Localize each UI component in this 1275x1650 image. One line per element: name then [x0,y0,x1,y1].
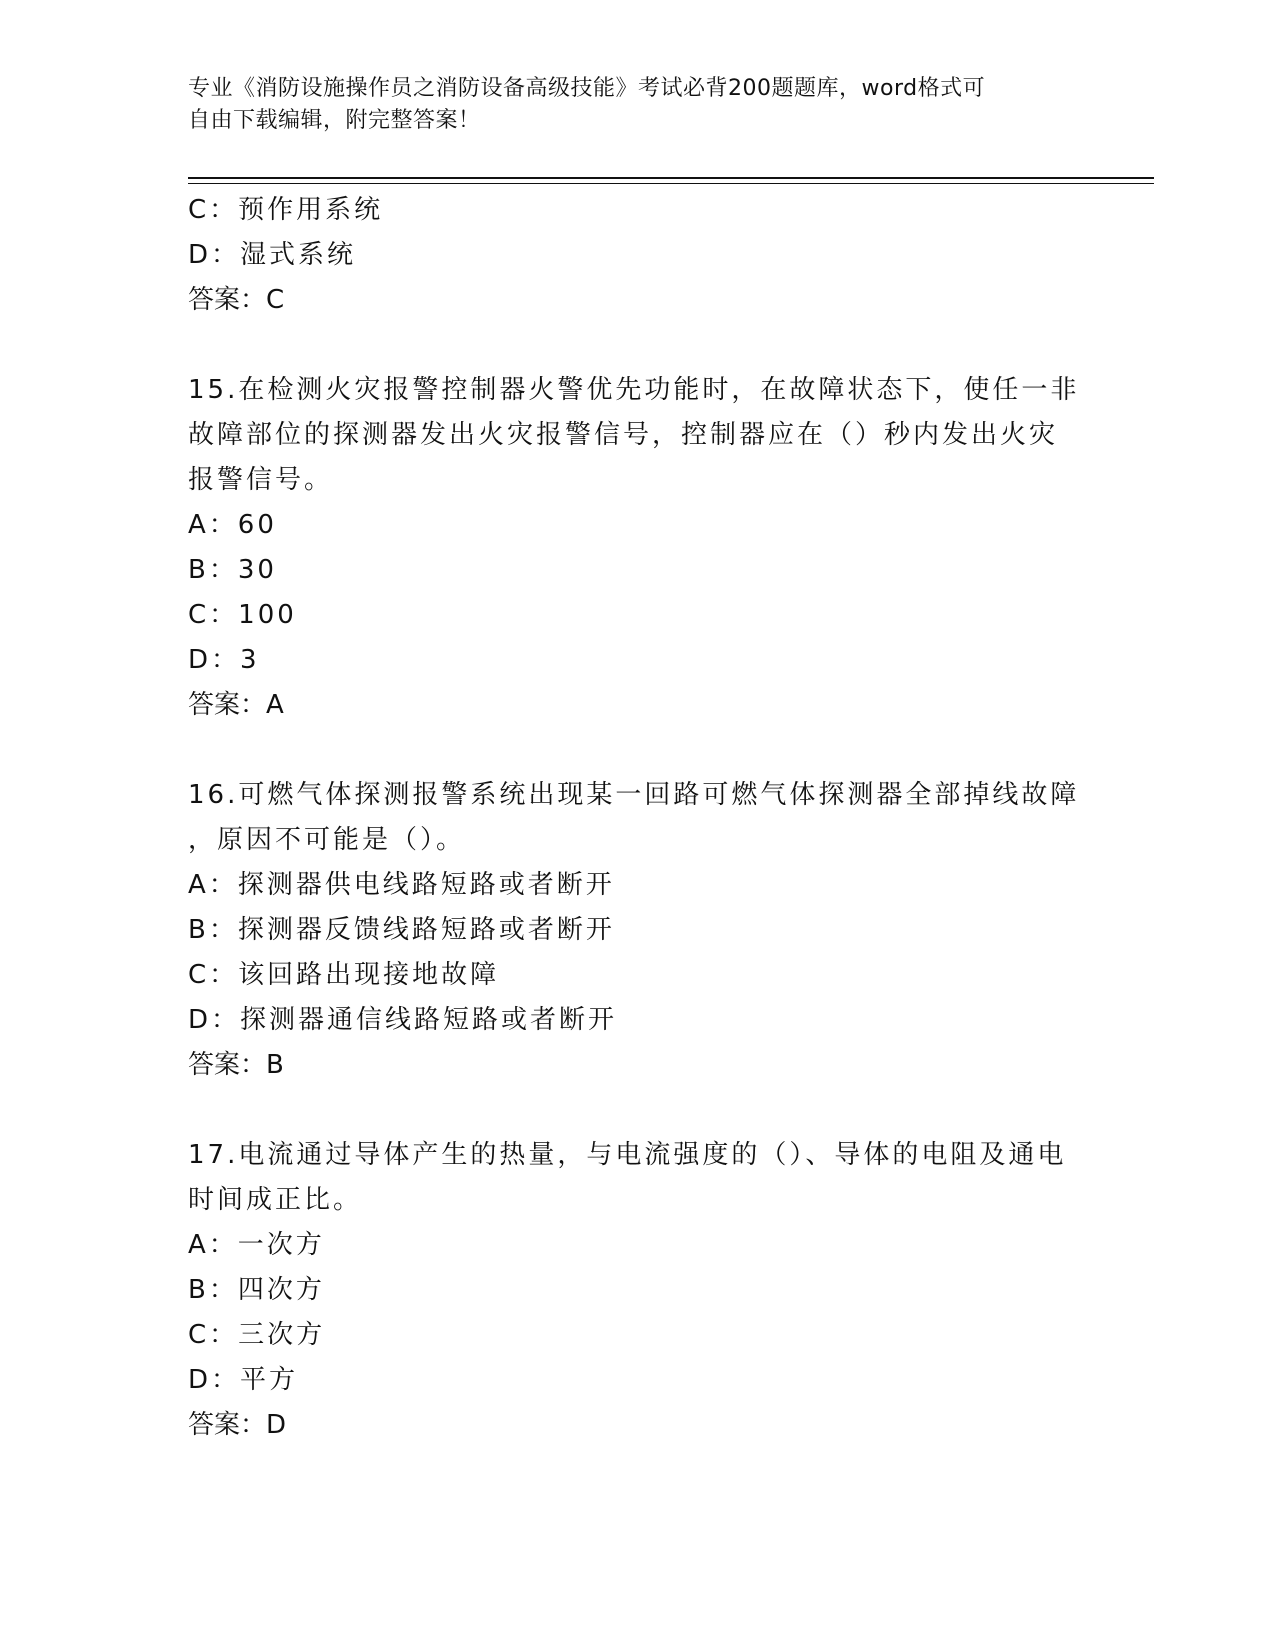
option-c: C：三次方 [188,1320,326,1350]
header-line-2: 自由下载编辑，附完整答案！ [188,108,481,133]
header-rule-thin [188,183,1154,184]
header-rule-thick [188,177,1154,179]
question-stem-line: 故障部位的探测器发出火灾报警信号，控制器应在（）秒内发出火灾 [188,420,1059,450]
question-15 [188,368,1088,728]
option-d: D：平方 [188,1365,299,1395]
question-stem-line: 17.电流通过导体产生的热量，与电流强度的（）、导体的电阻及通电 [188,1140,1067,1170]
option-c: C：预作用系统 [188,195,384,225]
option-c: C：100 [188,600,297,630]
option-a: A：一次方 [188,1230,325,1260]
question-16 [188,773,1088,1088]
question-gap [188,323,1088,368]
option-d: D：探测器通信线路短路或者断开 [188,1005,618,1035]
question-stem-line: ，原因不可能是（）。 [188,825,466,855]
question-stem-line: 15.在检测火灾报警控制器火警优先功能时，在故障状态下，使任一非 [188,375,1080,405]
question-gap [188,728,1088,773]
header-line-1: 专业《消防设施操作员之消防设备高级技能》考试必背200题题库，word格式可 [188,76,986,101]
question-stem-line: 时间成正比。 [188,1185,363,1215]
option-c: C：该回路出现接地故障 [188,960,500,990]
option-b: B：四次方 [188,1275,325,1305]
option-b: B：30 [188,555,277,585]
option-a: A：探测器供电线路短路或者断开 [188,870,615,900]
answer-line: 答案：C [188,285,285,315]
question-stem-line: 16.可燃气体探测报警系统出现某一回路可燃气体探测器全部掉线故障 [188,780,1080,810]
option-d: D：湿式系统 [188,240,357,270]
option-a: A：60 [188,510,277,540]
option-b: B：探测器反馈线路短路或者断开 [188,915,615,945]
option-d: D：3 [188,645,260,675]
question-stem-line: 报警信号。 [188,465,334,495]
answer-line: 答案：B [188,1050,284,1080]
answer-line: 答案：D [188,1410,287,1440]
answer-line: 答案：A [188,690,284,720]
question-17 [188,1133,1088,1448]
document-header [188,73,1088,137]
question-gap [188,1088,1088,1133]
question-14-tail [188,188,1088,323]
question-list [188,188,1088,1448]
